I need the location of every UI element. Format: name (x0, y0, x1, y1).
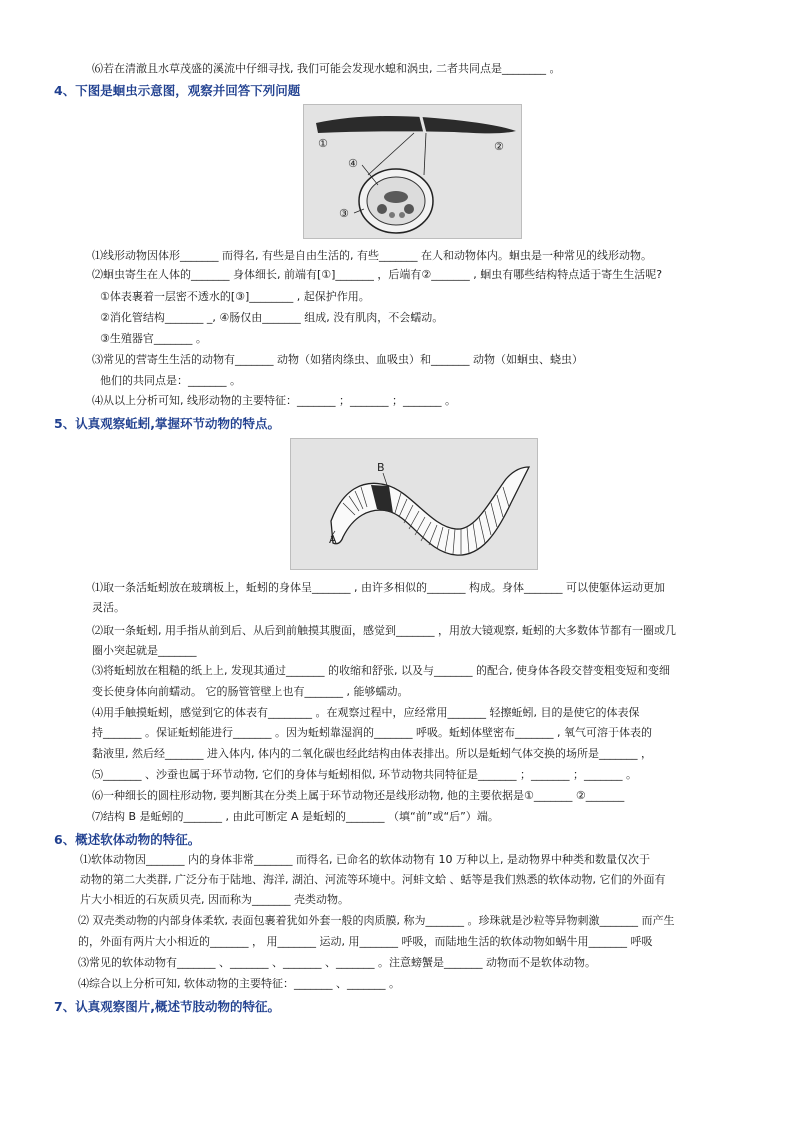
earthworm-figure (290, 438, 538, 570)
q5-line-9: 黏液里, 然后经_______ 进入体内, 体内的二氧化碳也经此结构由体表排出。所以是蚯蚓气体交换的场所是_______ ， (92, 747, 652, 760)
q4-line-3: ①体表裹着一层密不透水的[③]________ , 起保护作用。 (100, 290, 370, 303)
q5-line-1: ⑴取一条活蚯蚓放在玻璃板上，蚯蚓的身体呈_______ , 由许多相似的_______ 构成。身体_______ 可以使躯体运动更加 (92, 581, 665, 594)
q5-line-11: ⑹一种细长的圆柱形动物, 要判断其在分类上属于环节动物还是线形动物, 他的主要依据是①_______ ②_______ (92, 789, 625, 802)
roundworm-diagram (304, 105, 521, 238)
q5-line-8: 持_______ 。保证蚯蚓能进行_______ 。因为蚯蚓靠湿润的_______ 呼吸。蚯蚓体壁密布_______ , 氧气可溶于体表的 (92, 726, 652, 739)
q7-heading: 7、认真观察图片,概述节肢动物的特征。 (54, 999, 280, 1014)
q5-line-5: ⑶将蚯蚓放在粗糙的纸上上, 发现其通过_______ 的收缩和舒张, 以及与_______ 的配合, 使身体各段交替变粗变短和变细 (92, 664, 670, 677)
q6-line-1: ⑴软体动物因_______ 内的身体非常_______ 而得名, 已命名的软体动物有 10 万种以上, 是动物界中种类和数量仅次于 (80, 853, 650, 866)
q4-line-8: ⑷从以上分析可知, 线形动物的主要特征：_______ ；_______ ；_______ 。 (92, 394, 456, 407)
q5-heading: 5、认真观察蚯蚓,掌握环节动物的特点。 (54, 416, 280, 431)
q4-line-5: ③生殖器官_______ 。 (100, 332, 207, 345)
q3-item6-text: ⑹若在清澈且水草茂盛的溪流中仔细寻找, 我们可能会发现水螅和涡虫, 二者共同点是________ 。 (92, 62, 561, 75)
label-4: ④ (348, 157, 358, 170)
cross-section-organ-2 (404, 204, 414, 214)
q5-line-6: 变长使身体向前蠕动。 它的肠管管壁上也有_______ , 能够蠕动。 (92, 685, 409, 698)
q4-heading: 4、下图是蛔虫示意图，观察并回答下列问题 (54, 83, 301, 98)
q6-line-5: 的，外面有两片大小相近的_______ ， 用_______ 运动, 用_______ 呼吸，而陆地生活的软体动物如蜗牛用_______ 呼吸 (78, 935, 653, 948)
q4-line-2: ⑵蛔虫寄生在人体的_______ 身体细长, 前端有[①]_______ ，后端有②_______ , 蛔虫有哪些结构特点适于寄生生活呢? (92, 268, 663, 281)
q4-line-1: ⑴线形动物因体形_______ 而得名, 有些是自由生活的, 有些_______ 在人和动物体内。蛔虫是一种常见的线形动物。 (92, 249, 652, 262)
cross-section-intestine (384, 191, 408, 203)
q5-line-2: 灵活。 (92, 601, 125, 614)
q4-line-7: 他们的共同点是：_______ 。 (100, 374, 241, 387)
label-1: ① (318, 137, 328, 150)
cross-section-organ-1 (377, 204, 387, 214)
q6-line-2: 动物的第二大类群, 广泛分布于陆地、海洋, 湖泊、河流等环境中。河蚌文蛤 、蛞等是我们熟悉的软体动物, 它们的外面有 (80, 873, 666, 886)
q4-line-4: ②消化管结构_______ _, ④肠仅由_______ 组成, 没有肌肉，不会蠕动。 (100, 311, 444, 324)
label-b: B (377, 461, 385, 474)
q5-line-10: ⑸_______ 、沙蚕也属于环节动物, 它们的身体与蚯蚓相似, 环节动物共同特征是_______ ；_______ ；_______ 。 (92, 768, 637, 781)
earthworm-diagram (291, 439, 537, 569)
q6-line-7: ⑷综合以上分析可知, 软体动物的主要特征：_______ 、_______ 。 (78, 977, 400, 990)
q5-line-12: ⑺结构 B 是蚯蚓的_______ , 由此可断定 A 是蚯蚓的_______ （填“前”或“后”）端。 (92, 810, 499, 823)
q6-line-6: ⑶常见的软体动物有_______ 、_______ 、_______ 、_______ 。注意螃蟹是_______ 动物而不是软体动物。 (78, 956, 596, 969)
pointer-b (383, 473, 387, 485)
roundworm-body (316, 116, 516, 133)
q6-line-4: ⑵ 双壳类动物的内部身体柔软, 表面包裹着犹如外套一般的肉质膜, 称为_______ 。珍珠就是沙粒等异物刺激_______ 而产生 (78, 914, 675, 927)
q4-line-6: ⑶常见的营寄生生活的动物有_______ 动物（如猪肉绦虫、血吸虫）和_______ 动物（如蛔虫、蛲虫） (92, 353, 583, 366)
q5-line-3: ⑵取一条蚯蚓, 用手指从前到后、从后到前触摸其腹面，感觉到_______ ，用放大镜观察, 蚯蚓的大多数体节都有一圈或几 (92, 624, 676, 637)
q5-line-4: 圈小突起就是_______ (92, 644, 197, 657)
zoom-line-right (424, 133, 426, 175)
q5-line-7: ⑷用手触摸蚯蚓，感觉到它的体表有________ 。在观察过程中，应经常用_______ 轻擦蚯蚓, 目的是使它的体表保 (92, 706, 640, 719)
q6-heading: 6、概述软体动物的特征。 (54, 832, 201, 847)
roundworm-figure (303, 104, 522, 239)
label-a: A (329, 533, 337, 546)
cross-section-organ-3 (389, 212, 395, 218)
label-3: ③ (339, 207, 349, 220)
label-2: ② (494, 140, 504, 153)
q6-line-3: 片大小相近的石灰质贝壳, 因而称为_______ 壳类动物。 (80, 893, 349, 906)
cross-section-organ-4 (399, 212, 405, 218)
